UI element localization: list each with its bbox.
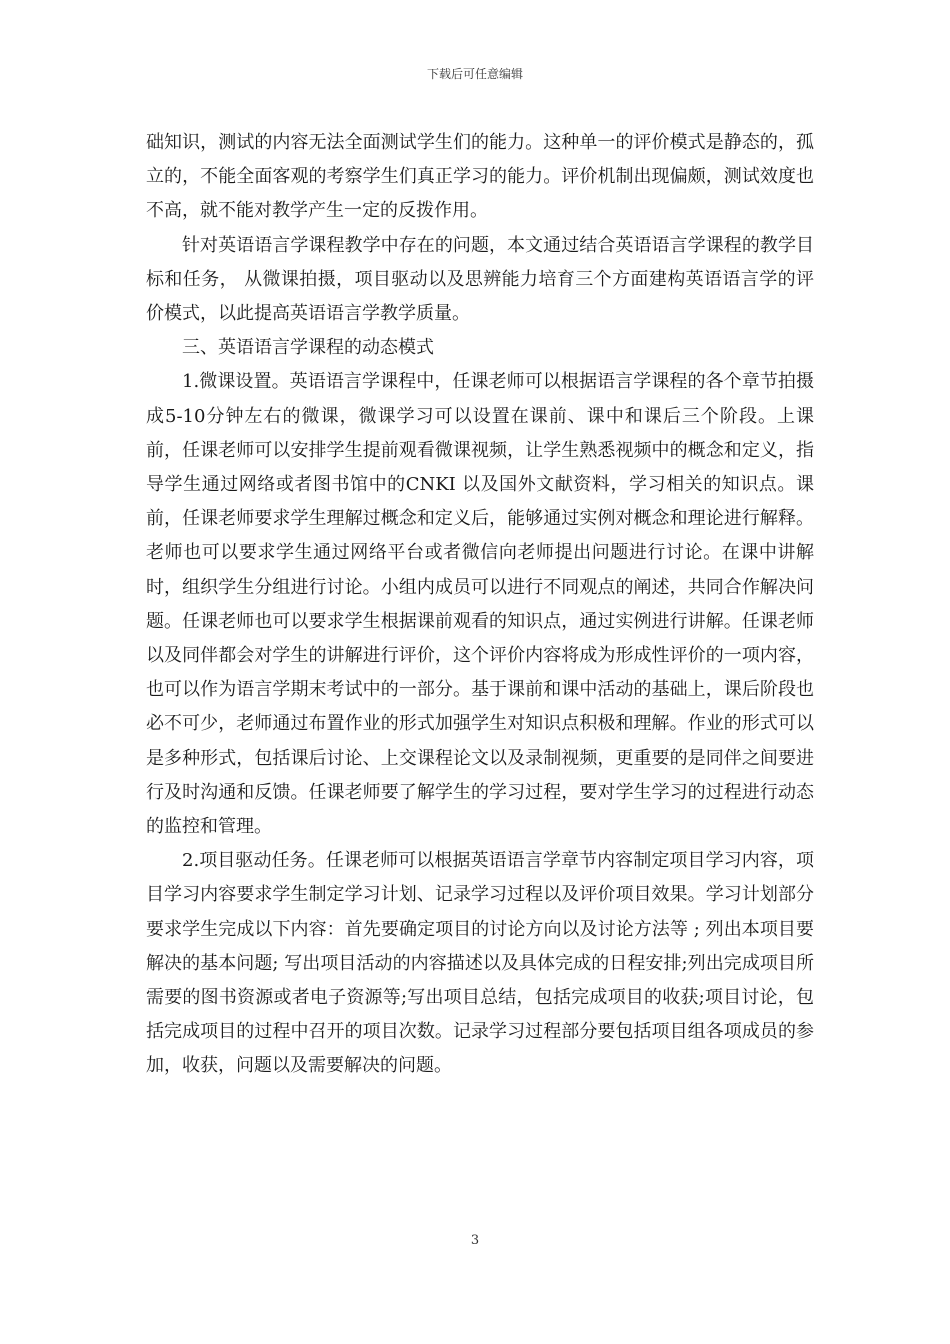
paragraph-continued: 础知识，测试的内容无法全面测试学生们的能力。这种单一的评价模式是静态的，孤立的，不能全面客观的考察学生们真正学习的能力。评价机制出现偏颇，测试效度也不高，就不能对教学产生一定的反拨作用。 (146, 132, 814, 222)
paragraph-problem-summary: 针对英语语言学课程教学中存在的问题，本文通过结合英语语言学课程的教学目标和任务， 从微课拍摄，项目驱动以及思辨能力培育三个方面建构英语语言学的评价模式，以此提高英语语言学教学质量。 (146, 234, 814, 325)
paragraph-project-driven: 2.项目驱动任务。任课老师可以根据英语语言学章节内容制定项目学习内容，项目学习内容要求学生制定学习计划、记录学习过程以及评价项目效果。学习计划部分要求学生完成以下内容：首先要确定项目的讨论方向以及讨论方法等 ; 列出本项目要解决的基本问题; 写出项目活动的内容描述以及具体完成的日程安排;列出完成项目所需要的图书资源或者电子资源等;写出项目总结，包括完成项目的收获;项目讨论，包括完成项目的过程中召开的项目次数。记录学习过程部分要包括项目组各项成员的参加，收获，问题以及需要解决的问题。 (146, 850, 814, 1077)
section-heading: 三、英语语言学课程的动态模式 (182, 337, 434, 359)
paragraph-micro-course: 1.微课设置。英语语言学课程中，任课老师可以根据语言学课程的各个章节拍摄成5-10分钟左右的微课，微课学习可以设置在课前、课中和课后三个阶段。上课前，任课老师可以安排学生提前观看微课视频，让学生熟悉视频中的概念和定义，指导学生通过网络或者图书馆中的CNKI 以及国外文献资料，学习相关的知识点。课前，任课老师要求学生理解过概念和定义后，能够通过实例对概念和理论进行解释。老师也可以要求学生通过网络平台或者微信向老师提出问题进行讨论。在课中讲解时，组织学生分组进行讨论。小组内成员可以进行不同观点的阐述，共同合作解决问题。任课老师也可以要求学生根据课前观看的知识点，通过实例进行讲解。任课老师以及同伴都会对学生的讲解进行评价，这个评价内容将成为形成性评价的一项内容，也可以作为语言学期末考试中的一部分。基于课前和课中活动的基础上，课后阶段也必不可少，老师通过布置作业的形式加强学生对知识点积极和理解。作业的形式可以是多种形式，包括课后讨论、上交课程论文以及录制视频，更重要的是同伴之间要进行及时沟通和反馈。任课老师要了解学生的学习过程，要对学生学习的过程进行动态的监控和管理。 (146, 371, 814, 838)
page-number: 3 (470, 1233, 480, 1248)
document-body (146, 126, 814, 1084)
page-header: 下载后可任意编辑 (426, 67, 523, 81)
